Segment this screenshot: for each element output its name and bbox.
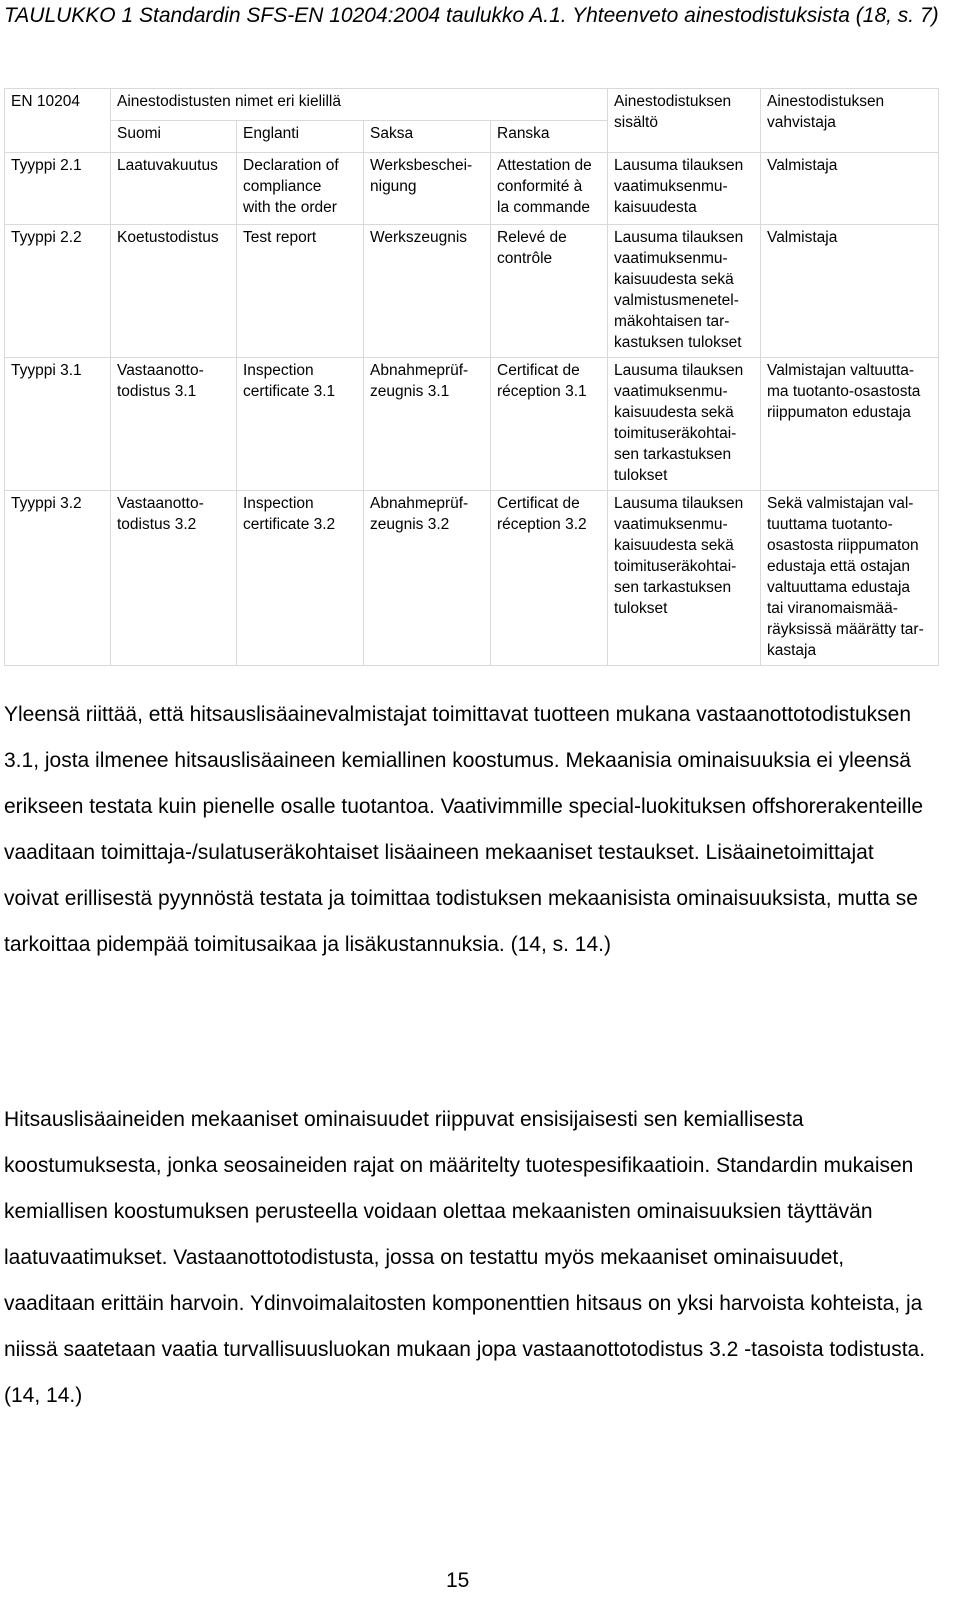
cell-confirmer: Valmistaja [761, 225, 939, 358]
cell-de: Werkszeugnis [364, 225, 491, 358]
certificate-table [4, 88, 939, 666]
cell-confirmer: Valmistajan valtuutta- ma tuotanto-osastosta riippumaton edustaja [761, 358, 939, 491]
cell-fr: Certificat de réception 3.1 [491, 358, 608, 491]
cell-en: Inspection certificate 3.2 [237, 491, 364, 666]
body-paragraph-2: Hitsauslisäaineiden mekaaniset ominaisuudet riippuvat ensisijaisesti sen kemiallisesta koostumuksesta, jonka seosaineiden rajat on määritelty tuotespesifikaatioin. Standardin mukaisen kemiallisen koostumuksen perusteella voidaan olettaa mekaanisten ominaisuuksien täyttävän laatuvaatimukset. Vastaanottotodistusta, jossa on testattu myös mekaaniset ominaisuudet, vaaditaan erittäin harvoin. Ydinvoimalaitosten komponenttien hitsaus on yksi harvoista kohteista, ja niissä saatetaan vaatia turvallisuusluokan mukaan jopa vastaanottotodistus 3.2 -tasoista todistusta. (14, 14.) [4, 1108, 926, 1407]
table-row [5, 491, 939, 666]
cell-confirmer: Sekä valmistajan val- tuuttama tuotanto- osastosta riippumaton edustaja että ostajan valtuuttama edustaja tai viranomaismää- räyksissä määrätty tar- kastaja [761, 491, 939, 666]
cell-content: Lausuma tilauksen vaatimuksenmu- kaisuudesta sekä valmistusmenetel- mäkohtaisen tar- kastuksen tulokset [608, 225, 761, 358]
header-lang-de: Saksa [364, 121, 491, 153]
cell-fi: Koetustodistus [111, 225, 237, 358]
cell-fr: Certificat de réception 3.2 [491, 491, 608, 666]
cell-en: Declaration of compliance with the order [237, 153, 364, 225]
cell-en: Test report [237, 225, 364, 358]
cell-fi: Vastaanotto- todistus 3.1 [111, 358, 237, 491]
table-header-row [5, 89, 939, 121]
cell-type: Tyyppi 2.1 [5, 153, 111, 225]
table-caption: TAULUKKO 1 Standardin SFS-EN 10204:2004 taulukko A.1. Yhteenveto ainestodistuksista (18, s. 7) [4, 4, 939, 27]
page-number: 15 [446, 1569, 470, 1592]
header-standard: EN 10204 [5, 89, 111, 153]
cell-type: Tyyppi 3.2 [5, 491, 111, 666]
cell-en: Inspection certificate 3.1 [237, 358, 364, 491]
body-paragraph-1: Yleensä riittää, että hitsauslisäainevalmistajat toimittavat tuotteen mukana vastaanottotodistuksen 3.1, josta ilmenee hitsauslisäaineen kemiallinen koostumus. Mekaanisia ominaisuuksia ei yleensä erikseen testata kuin pienelle osalle tuotantoa. Vaativimmille special-luokituksen offshorerakenteille vaaditaan toimittaja-/sulatuseräkohtaiset lisäaineen mekaaniset testaukset. Lisäainetoimittajat voivat erillisestä pyynnöstä testata ja toimittaa todistuksen mekaanisista ominaisuuksista, mutta se tarkoittaa pidempää toimitusaikaa ja lisäkustannuksia. (14, s. 14.) [4, 703, 924, 956]
cell-fi: Laatuvakuutus [111, 153, 237, 225]
cell-de: Abnahmeprüf- zeugnis 3.1 [364, 358, 491, 491]
cell-fi: Vastaanotto- todistus 3.2 [111, 491, 237, 666]
header-lang-en: Englanti [237, 121, 364, 153]
cell-fr: Relevé de contrôle [491, 225, 608, 358]
table-row [5, 358, 939, 491]
header-names-group: Ainestodistusten nimet eri kielillä [111, 89, 608, 121]
cell-content: Lausuma tilauksen vaatimuksenmu- kaisuudesta [608, 153, 761, 225]
cell-type: Tyyppi 2.2 [5, 225, 111, 358]
cell-confirmer: Valmistaja [761, 153, 939, 225]
table-row [5, 225, 939, 358]
cell-fr: Attestation de conformité à la commande [491, 153, 608, 225]
cell-de: Abnahmeprüf- zeugnis 3.2 [364, 491, 491, 666]
header-confirmer: Ainestodistuksen vahvistaja [761, 89, 939, 153]
cell-de: Werksbeschei- nigung [364, 153, 491, 225]
header-content: Ainestodistuksen sisältö [608, 89, 761, 153]
cell-type: Tyyppi 3.1 [5, 358, 111, 491]
header-lang-fr: Ranska [491, 121, 608, 153]
cell-content: Lausuma tilauksen vaatimuksenmu- kaisuudesta sekä toimituseräkohtai- sen tarkastuksen tulokset [608, 358, 761, 491]
table-row [5, 153, 939, 225]
cell-content: Lausuma tilauksen vaatimuksenmu- kaisuudesta sekä toimituseräkohtai- sen tarkastuksen tulokset [608, 491, 761, 666]
header-lang-fi: Suomi [111, 121, 237, 153]
